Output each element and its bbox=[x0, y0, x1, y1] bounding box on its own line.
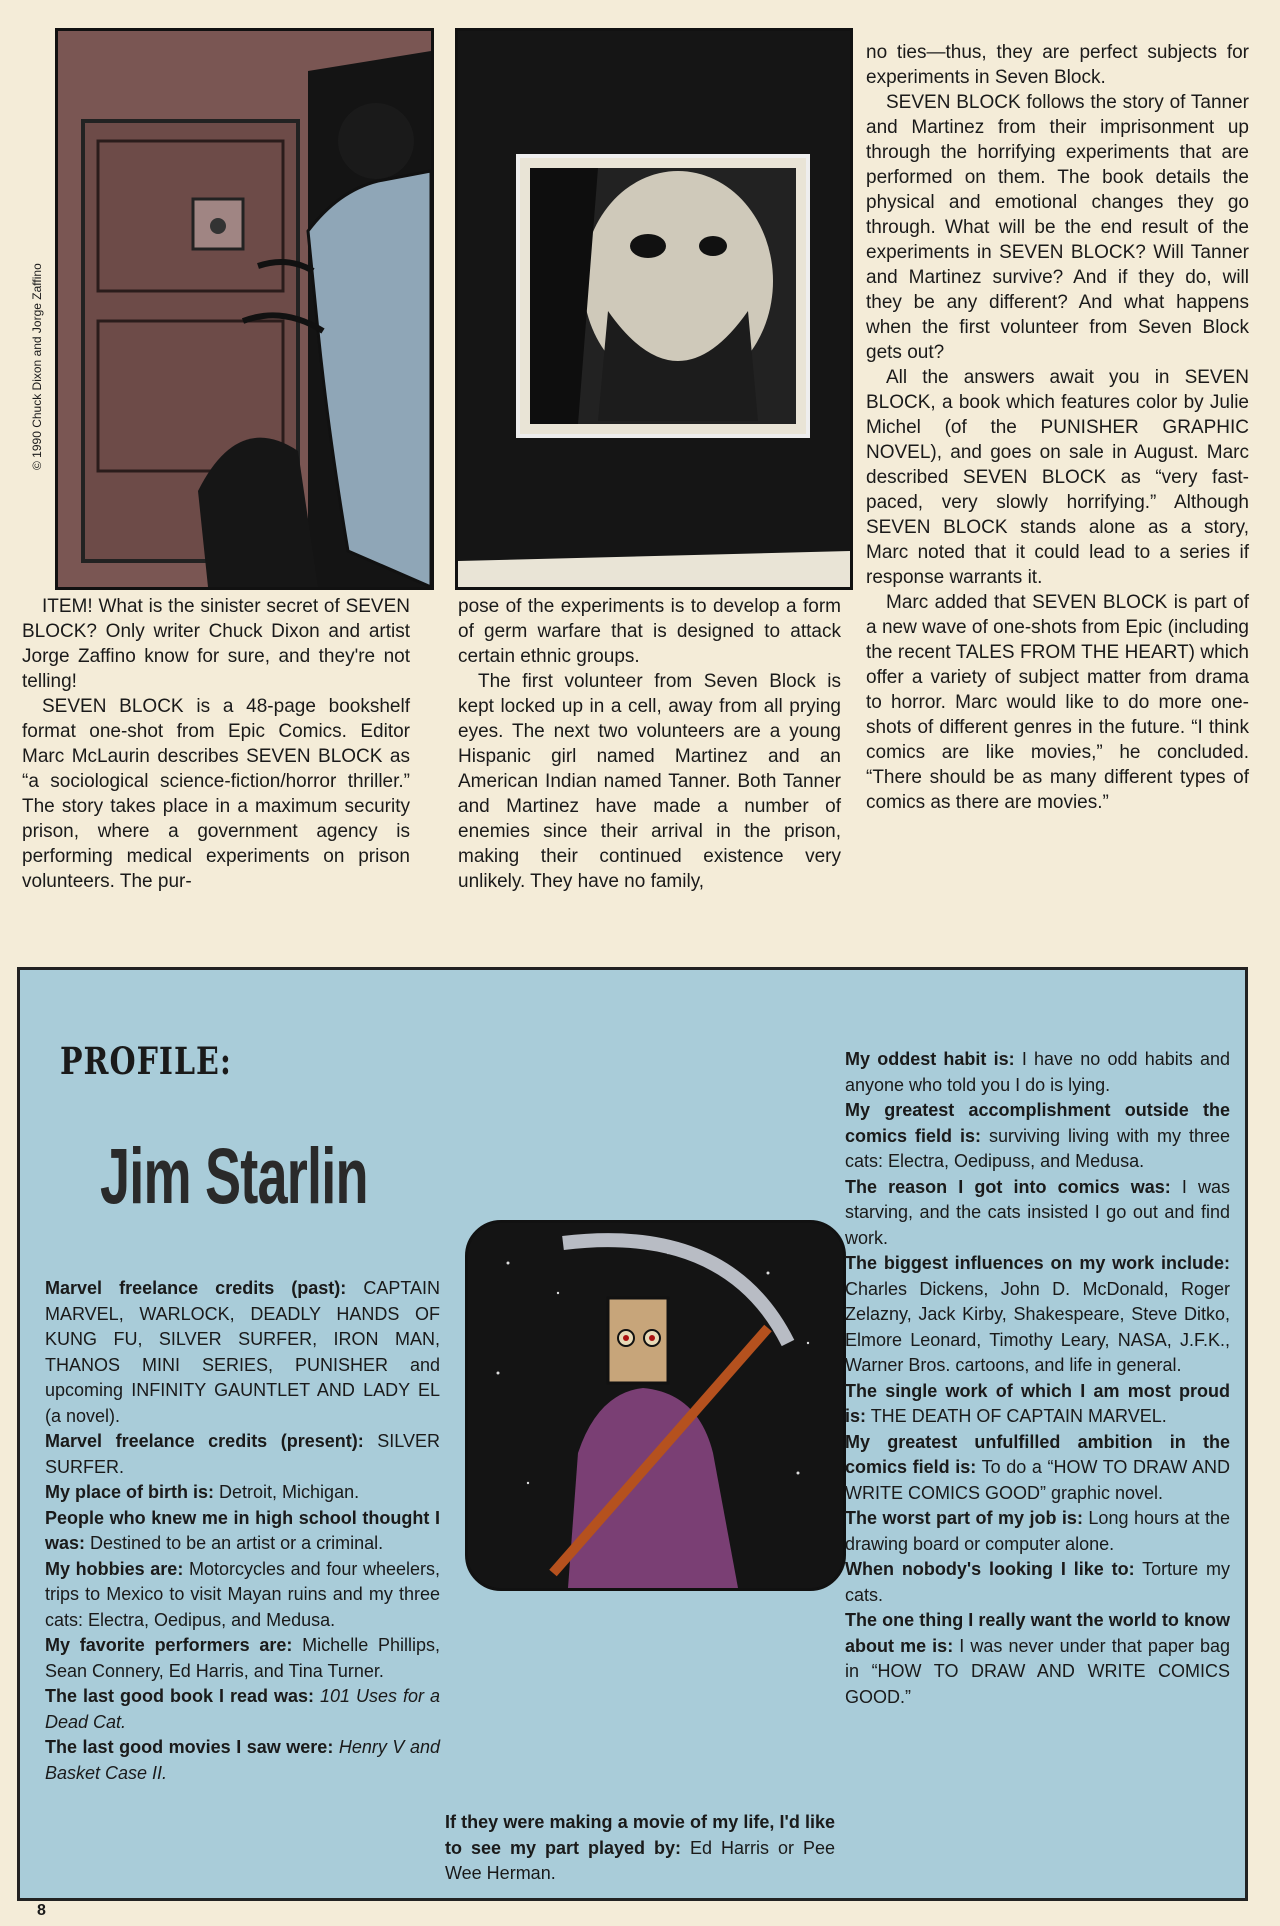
article-column-3 bbox=[866, 40, 1249, 815]
profile-name: Jim Starlin bbox=[100, 1131, 368, 1220]
profile-entry bbox=[845, 1251, 1230, 1379]
profile-entry bbox=[845, 1506, 1230, 1557]
profile-entry bbox=[845, 1608, 1230, 1710]
profile-question: My oddest habit is: bbox=[845, 1049, 1015, 1069]
profile-question: People who knew me in high school thought I was: bbox=[45, 1507, 440, 1553]
article-paragraph: Marc added that SEVEN BLOCK is part of a new wave of one-shots from Epic (including the recent TALES FROM THE HEART) which offer a variety of subject matter from drama to horror. Marc would like to do more one-shots of different genres in the future. “I think comics are like movies,” he concluded. “There should be as many different types of comics as there are movies.” bbox=[866, 592, 1249, 813]
profile-answer: Michelle Phillips, Sean Connery, Ed Harris, and Tina Turner. bbox=[45, 1635, 440, 1681]
profile-entry bbox=[845, 1047, 1230, 1098]
comic-panel-door bbox=[55, 28, 434, 590]
article-paragraph: pose of the experiments is to develop a form of germ warfare that is designed to attack certain ethnic groups. bbox=[458, 596, 841, 667]
profile-column-right bbox=[845, 1047, 1230, 1710]
profile-answer: I was starving, and the cats insisted I go out and find work. bbox=[845, 1176, 1230, 1248]
profile-entry bbox=[45, 1557, 440, 1634]
profile-entry bbox=[845, 1098, 1230, 1175]
profile-answer: Long hours at the drawing board or computer alone. bbox=[845, 1508, 1230, 1554]
profile-heading: PROFILE: bbox=[60, 1040, 232, 1084]
profile-entry bbox=[45, 1480, 440, 1506]
profile-answer: 101 Uses for a Dead Cat. bbox=[45, 1686, 441, 1732]
profile-answer: Charles Dickens, John D. McDonald, Roger Zelazny, Jack Kirby, Shakespeare, Steve Ditko, Elmore Leonard, Timothy Leary, NASA, J.F.K., Warner Bros. cartoons, and life in general. bbox=[845, 1278, 1230, 1375]
profile-question: My place of birth is: bbox=[45, 1482, 215, 1502]
profile-entry bbox=[45, 1276, 440, 1429]
profile-answer: surviving living with my three cats: Electra, Oedipuss, and Medusa. bbox=[845, 1125, 1230, 1171]
profile-question: My greatest accomplishment outside the comics field is: bbox=[845, 1100, 1230, 1146]
article-paragraph: SEVEN BLOCK is a 48-page bookshelf format one-shot from Epic Comics. Editor Marc McLaurin describes SEVEN BLOCK as “a sociological science-fiction/horror thriller.” The story takes place in a maximum security prison, where a government agency is performing medical experiments on prison volunteers. The pur- bbox=[22, 696, 410, 892]
profile-question: The worst part of my job is: bbox=[845, 1508, 1083, 1528]
profile-answer: SILVER SURFER. bbox=[45, 1431, 440, 1477]
profile-answer: THE DEATH OF CAPTAIN MARVEL. bbox=[866, 1406, 1167, 1426]
profile-question: Marvel freelance credits (past): bbox=[45, 1278, 347, 1298]
profile-entry bbox=[45, 1506, 440, 1557]
profile-entry bbox=[845, 1557, 1230, 1608]
profile-answer: Torture my cats. bbox=[845, 1559, 1230, 1605]
grim-reaper-illustration bbox=[465, 1220, 846, 1591]
profile-question: The last good book I read was: bbox=[45, 1686, 314, 1706]
article-paragraph: All the answers await you in SEVEN BLOCK, a book which features color by Julie Michel (of the PUNISHER GRAPHIC NOVEL), and goes on sale in August. Marc described SEVEN BLOCK as “very fast-paced, very slowly horrifying.” Although SEVEN BLOCK stands alone as a story, Marc noted that it could lead to a series if response warrants it. bbox=[866, 367, 1249, 588]
profile-question: The one thing I really want the world to know about me is: bbox=[845, 1610, 1230, 1656]
article-column-2 bbox=[458, 594, 841, 894]
profile-entry bbox=[45, 1429, 440, 1480]
profile-answer: To do a “HOW TO DRAW AND WRITE COMICS GOOD” graphic novel. bbox=[845, 1457, 1230, 1503]
profile-entry bbox=[45, 1633, 440, 1684]
profile-answer: Henry V and Basket Case II. bbox=[45, 1737, 440, 1783]
page-number: 8 bbox=[37, 1902, 46, 1919]
profile-entry bbox=[445, 1810, 835, 1887]
profile-answer: CAPTAIN MARVEL, WARLOCK, DEADLY HANDS OF KUNG FU, SILVER SURFER, IRON MAN, THANOS MINI SERIES, PUNISHER and upcoming INFINITY GAUNTLET AND LADY EL (a novel). bbox=[45, 1278, 440, 1426]
profile-question: The last good movies I saw were: bbox=[45, 1737, 334, 1757]
article-column-1 bbox=[22, 594, 410, 894]
profile-entry bbox=[45, 1735, 440, 1786]
profile-question: My hobbies are: bbox=[45, 1558, 184, 1579]
profile-answer: Motorcycles and four wheelers, trips to Mexico to visit Mayan ruins and my three cats: Electra, Oedipus, and Medusa. bbox=[45, 1558, 441, 1630]
profile-entry bbox=[845, 1430, 1230, 1507]
profile-answer: Detroit, Michigan. bbox=[214, 1482, 360, 1502]
comic-panel-window bbox=[455, 28, 853, 590]
profile-question: The single work of which I am most proud is: bbox=[845, 1380, 1230, 1426]
profile-question: The reason I got into comics was: bbox=[845, 1176, 1171, 1197]
profile-question: My favorite performers are: bbox=[45, 1635, 293, 1655]
profile-column-middle bbox=[445, 1810, 835, 1887]
window-illustration bbox=[458, 31, 850, 587]
profile-answer: I was never under that paper bag in “HOW TO DRAW AND WRITE COMICS GOOD.” bbox=[845, 1635, 1230, 1707]
profile-entry bbox=[45, 1684, 440, 1735]
profile-answer: I have no odd habits and anyone who told you I do is lying. bbox=[845, 1049, 1230, 1095]
profile-entry bbox=[845, 1379, 1230, 1430]
copyright-notice: © 1990 Chuck Dixon and Jorge Zaffino bbox=[30, 263, 44, 470]
profile-answer: Ed Harris or Pee Wee Herman. bbox=[445, 1837, 835, 1883]
article-paragraph: The first volunteer from Seven Block is kept locked up in a cell, away from all prying eyes. The next two volunteers are a young Hispanic girl named Martinez and an American Indian named Tanner. Both Tanner and Martinez have made a number of enemies since their arrival in the prison, making their continued existence very unlikely. They have no family, bbox=[458, 671, 841, 892]
profile-answer: Destined to be an artist or a criminal. bbox=[85, 1533, 384, 1553]
profile-question: The biggest influences on my work include: bbox=[845, 1253, 1230, 1273]
profile-box bbox=[17, 967, 1248, 1901]
profile-entry bbox=[845, 1175, 1230, 1252]
door-illustration bbox=[58, 31, 431, 587]
profile-question: My greatest unfulfilled ambition in the comics field is: bbox=[845, 1431, 1230, 1477]
profile-question: Marvel freelance credits (present): bbox=[45, 1431, 364, 1451]
article-paragraph: no ties—thus, they are perfect subjects for experiments in Seven Block. bbox=[866, 42, 1249, 88]
profile-column-left bbox=[45, 1276, 440, 1786]
profile-question: If they were making a movie of my life, I'd like to see my part played by: bbox=[445, 1812, 835, 1858]
article-paragraph: ITEM! What is the sinister secret of SEVEN BLOCK? Only writer Chuck Dixon and artist Jorge Zaffino know for sure, and they're not telling! bbox=[22, 596, 410, 692]
profile-question: When nobody's looking I like to: bbox=[845, 1559, 1135, 1579]
article-paragraph: SEVEN BLOCK follows the story of Tanner and Martinez from their imprisonment up through the horrifying experiments that are performed on them. The book details the physical and emotional changes they go through. What will be the end result of the experiments in SEVEN BLOCK? Will Tanner and Martinez survive? And if they do, will they be any different? And what happens when the first volunteer from Seven Block gets out? bbox=[866, 92, 1249, 363]
